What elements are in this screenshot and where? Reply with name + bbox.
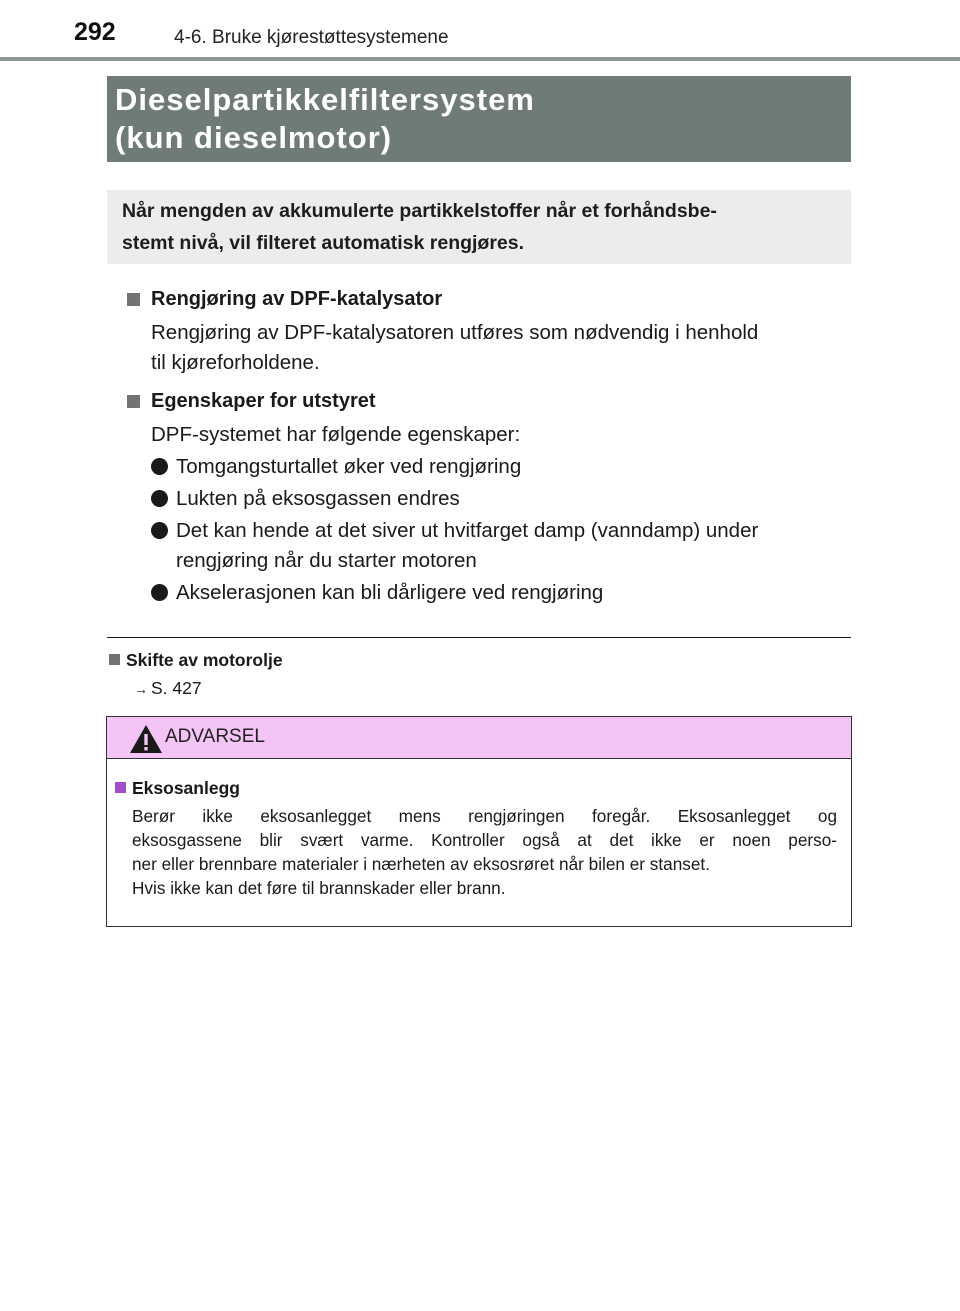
note-oil-change	[107, 648, 851, 702]
arrow-right-icon: →	[134, 681, 148, 697]
paragraph-line: DPF-systemet har følgende egenskaper:	[151, 423, 521, 446]
page-reference-text: S. 427	[151, 678, 202, 698]
square-bullet-icon	[109, 654, 120, 665]
intro-box	[107, 190, 851, 264]
header-rule	[0, 57, 960, 61]
warning-body	[107, 759, 851, 900]
section-heading-equipment-properties	[126, 386, 856, 416]
page-header	[0, 0, 960, 62]
title-banner	[107, 76, 851, 162]
title-line-1: Dieselpartikkelfiltersystem	[115, 82, 535, 117]
warning-heading	[113, 775, 837, 801]
warning-line: Berør ikke eksosanlegget mens rengjøringen foregår. Eksosanlegget og	[132, 806, 837, 826]
note-heading-text: Skifte av motorolje	[126, 650, 283, 670]
intro-line-1: Når mengden av akkumulerte partikkelstoffer når et forhåndsbe-	[122, 200, 717, 222]
paragraph-line: Rengjøring av DPF-katalysatoren utføres som nødvendig i henhold	[151, 321, 759, 344]
list-item-line: Akselerasjonen kan bli dårligere ved rengjøring	[176, 581, 604, 604]
section-heading-text: Egenskaper for utstyret	[151, 390, 376, 412]
warning-heading-text: Eksosanlegg	[132, 778, 240, 798]
round-bullet-icon	[151, 584, 168, 601]
list-item	[151, 578, 856, 608]
title-line-2: (kun dieselmotor)	[115, 120, 393, 155]
list-item-line: Tomgangsturtallet øker ved rengjøring	[176, 455, 522, 478]
warning-header	[107, 717, 851, 759]
list-item	[151, 452, 856, 482]
section-paragraph	[126, 420, 856, 450]
section-path: 4-6. Bruke kjørestøttesystemene	[174, 27, 449, 48]
warning-label: ADVARSEL	[165, 726, 265, 747]
square-bullet-icon	[115, 782, 126, 793]
page-reference[interactable]	[134, 675, 851, 702]
note-heading	[107, 648, 851, 672]
warning-box	[106, 716, 852, 927]
section-heading-text: Rengjøring av DPF-katalysator	[151, 288, 443, 310]
list-item-line: rengjøring når du starter motoren	[176, 549, 477, 572]
intro-line-2: stemt nivå, vil filteret automatisk rengjøres.	[122, 232, 525, 254]
warning-paragraph	[113, 804, 837, 900]
list-item	[151, 484, 856, 514]
round-bullet-icon	[151, 522, 168, 539]
square-bullet-icon	[127, 293, 140, 306]
warning-line: Hvis ikke kan det føre til brannskader eller brann.	[132, 878, 506, 898]
warning-line: ner eller brennbare materialer i nærheten av eksosrøret når bilen er stanset.	[132, 854, 710, 874]
properties-list	[151, 452, 856, 608]
round-bullet-icon	[151, 458, 168, 475]
page-number: 292	[74, 18, 116, 46]
section-paragraph	[126, 318, 856, 378]
round-bullet-icon	[151, 490, 168, 507]
list-item-line: Det kan hende at det siver ut hvitfarget damp (vanndamp) under	[176, 519, 759, 542]
main-content	[126, 284, 856, 608]
section-heading-dpf-cleaning	[126, 284, 856, 314]
warning-triangle-icon	[129, 724, 163, 754]
section-divider	[107, 637, 851, 638]
warning-line: eksosgassene blir svært varme. Kontroller også at det ikke er noen perso-	[132, 830, 837, 850]
paragraph-line: til kjøreforholdene.	[151, 351, 320, 374]
list-item-line: Lukten på eksosgassen endres	[176, 487, 460, 510]
list-item	[151, 516, 856, 576]
square-bullet-icon	[127, 395, 140, 408]
